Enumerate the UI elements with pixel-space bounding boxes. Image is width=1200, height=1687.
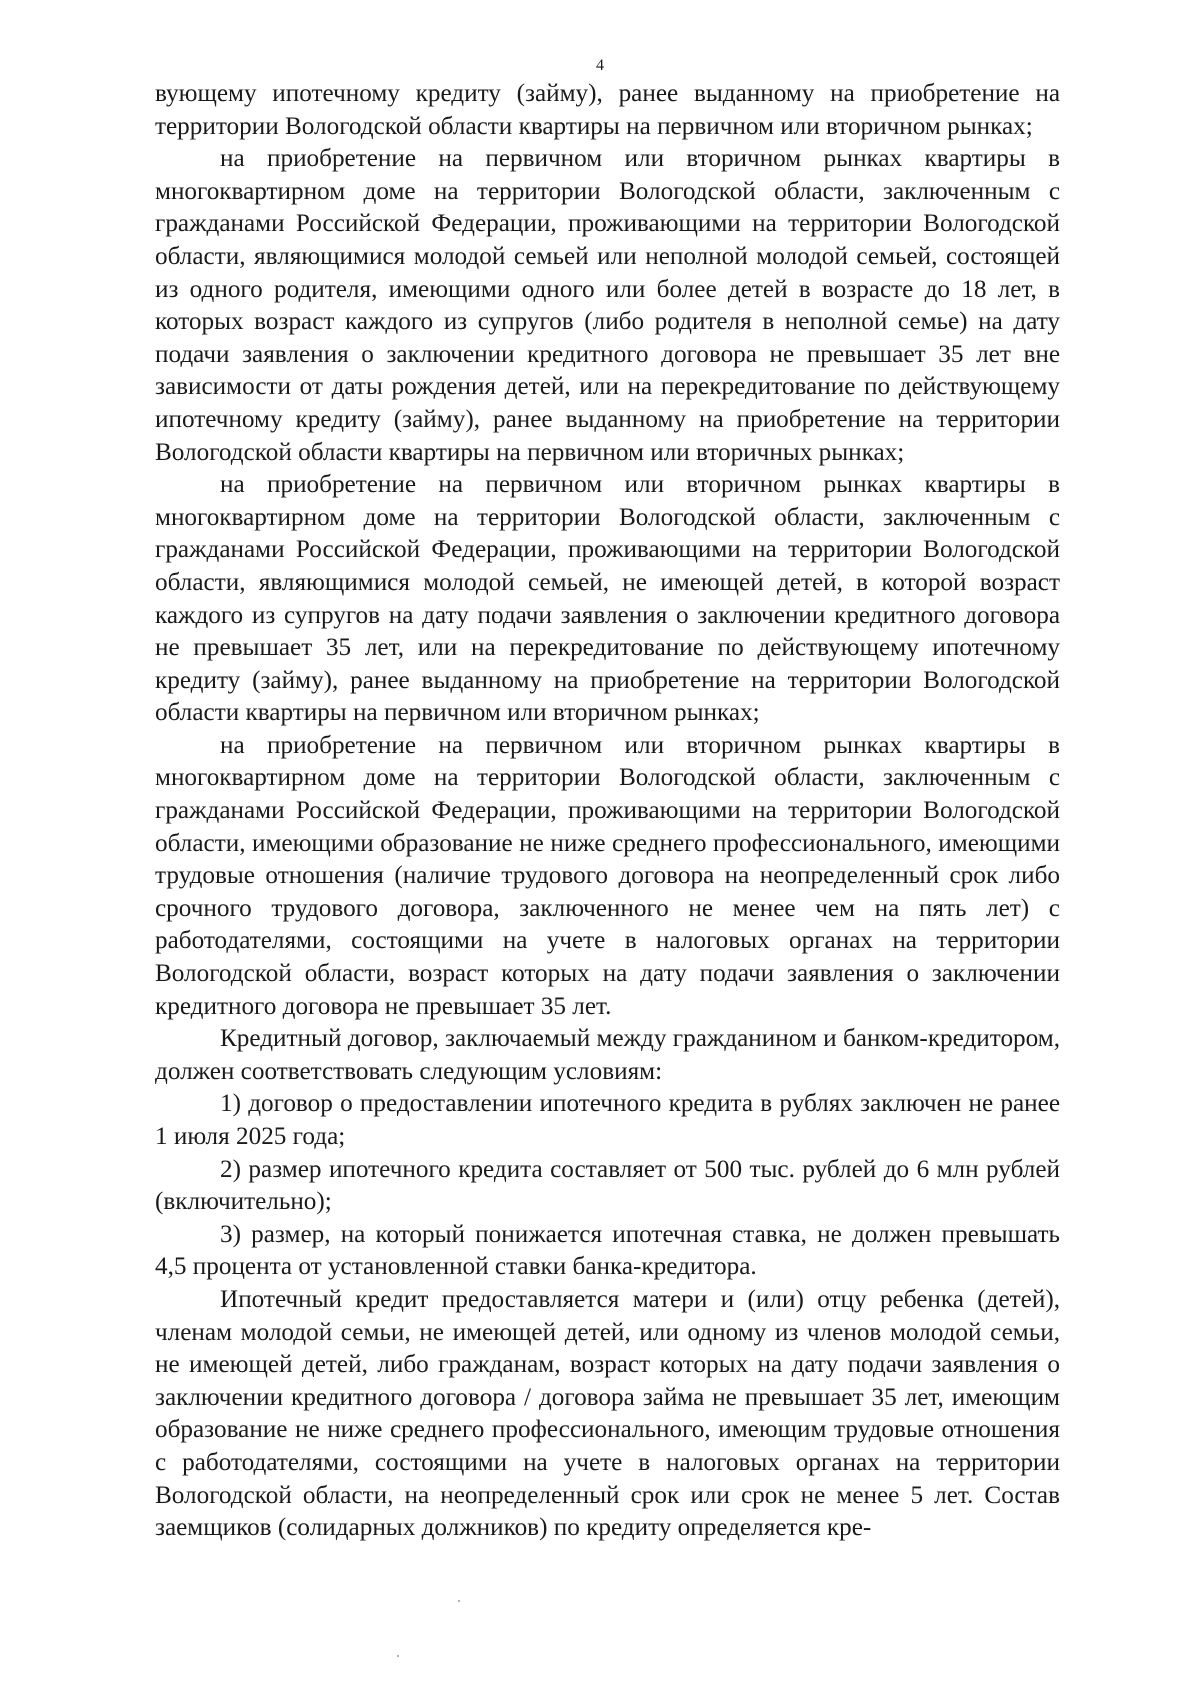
paragraph-credit-agreement-conditions: Кредитный договор, заключаемый между гражданином и банком-кредитором, должен соответствовать следующим условиям: [155, 1025, 1060, 1085]
condition-item-2: 2) размер ипотечного кредита составляет от 500 тыс. рублей до 6 млн рублей (включительно); [155, 1155, 1060, 1216]
paragraph-borrowers: Ипотечный кредит предоставляется матери и (или) отцу ребенка (детей), членам молодой семьи, не имеющей детей, или одному из членов молодой семьи, не имеющей детей, либо гражданам, возраст которых на дату подачи заявления о заключении кредитного договора / договора займа не превышает 35 лет, имеющим образование не ниже среднего профессионального, имеющим трудовые отношения с работодателями, состоящими на учете в налоговых органах на территории Вологодской области, на неопределенный срок или срок не менее 5 лет. Состав заемщиков (солидарных должников) по кредиту определяется кре- [155, 1285, 1060, 1542]
paragraph-continuation: вующему ипотечному кредиту (займу), ранее выданному на приобретение на территории Вологодской области квартиры на первичном или вторичном рынках; [155, 80, 1060, 140]
paragraph-young-family-with-children: на приобретение на первичном или вторичном рынках квартиры в многоквартирном доме на территории Вологодской области, заключенным с гражданами Российской Федерации, проживающими на территории Вологодской области, являющимися молодой семьей или неполной молодой семьей, состоящей из одного родителя, имеющими одного или более детей в возрасте до 18 лет, в которых возраст каждого из супругов (либо родителя в неполной семье) на дату подачи заявления о заключении кредитного договора не превышает 35 лет вне зависимости от даты рождения детей, или на перекредитование по действующему ипотечному кредиту (займу), ранее выданному на приобретение на территории Вологодской области квартиры на первичном или вторичных рынках; [155, 145, 1060, 466]
document-body [155, 78, 1060, 1545]
paragraph-professional-education: на приобретение на первичном или вторичном рынках квартиры в многоквартирном доме на территории Вологодской области, заключенным с гражданами Российской Федерации, проживающими на территории Вологодской области, имеющими образование не ниже среднего профессионального, имеющими трудовые отношения (наличие трудового договора на неопределенный срок либо срочного трудового договора, заключенного не менее чем на пять лет) с работодателями, состоящими на учете в налоговых органах на территории Вологодской области, возраст которых на дату подачи заявления о заключении кредитного договора не превышает 35 лет. [155, 731, 1060, 1020]
condition-item-1: 1) договор о предоставлении ипотечного кредита в рублях заключен не ранее 1 июля 2025 года; [155, 1090, 1060, 1150]
paragraph-young-family-without-children: на приобретение на первичном или вторичном рынках квартиры в многоквартирном доме на территории Вологодской области, заключенным с гражданами Российской Федерации, проживающими на территории Вологодской области, являющимися молодой семьей, не имеющей детей, в которой возраст каждого из супругов на дату подачи заявления о заключении кредитного договора не превышает 35 лет, или на перекредитование по действующему ипотечному кредиту (займу), ранее выданному на приобретение на территории Вологодской области квартиры на первичном или вторичном рынках; [155, 471, 1060, 727]
scan-speck [397, 1655, 399, 1657]
condition-item-3: 3) размер, на который понижается ипотечная ставка, не должен превышать 4,5 процента от установленной ставки банка-кредитора. [155, 1220, 1060, 1281]
scan-speck [458, 1600, 460, 1602]
page-number: 4 [596, 57, 604, 74]
